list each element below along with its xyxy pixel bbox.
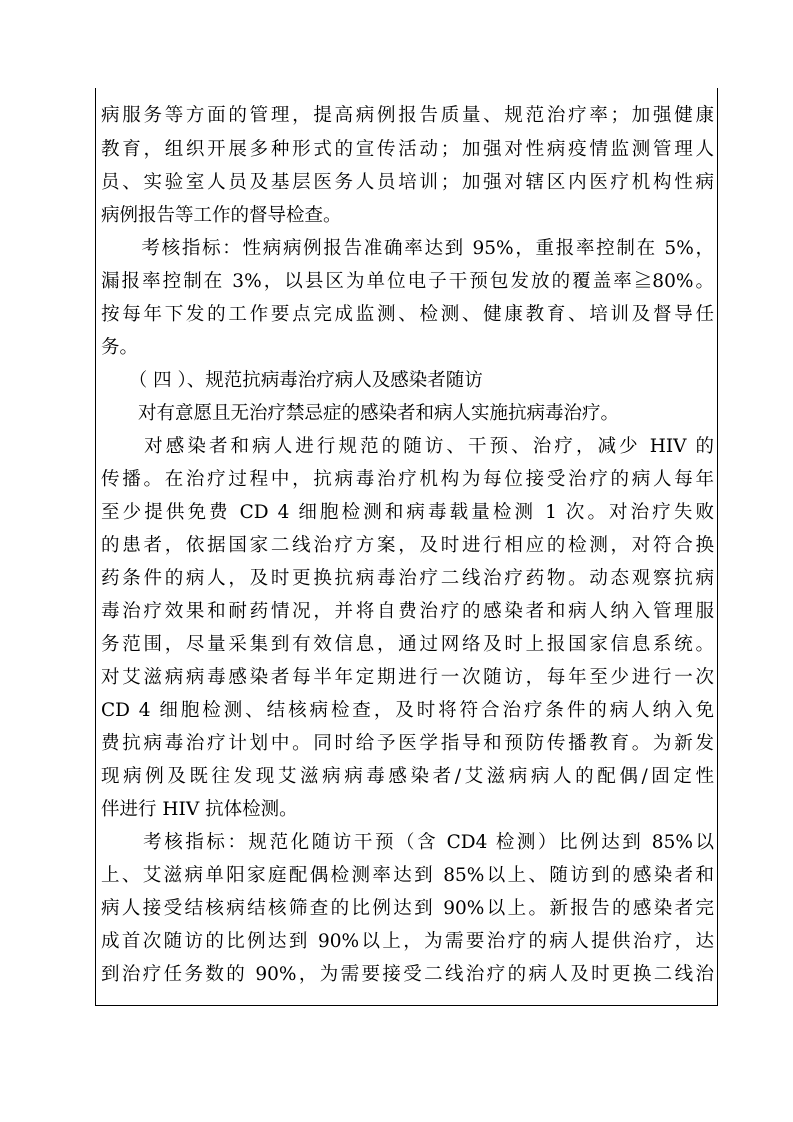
text-line: 对有意愿且无治疗禁忌症的感染者和病人实施抗病毒治疗。	[101, 403, 620, 424]
text-line: 漏报率控制在 3%，以县区为单位电子干预包发放的覆盖率≧80%。	[101, 271, 714, 292]
text-line: 按每年下发的工作要点完成监测、检测、健康教育、培训及督导任	[101, 304, 714, 325]
text-line: 到治疗任务数的 90%，为需要接受二线治疗的病人及时更换二线治	[101, 964, 714, 985]
text-line: 考核指标：规范化随访干预（含 CD4 检测）比例达到 85%以	[101, 832, 714, 853]
text-line: 务范围，尽量采集到有效信息，通过网络及时上报国家信息系统。	[101, 634, 714, 655]
text-line: 传播。在治疗过程中，抗病毒治疗机构为每位接受治疗的病人每年	[101, 469, 714, 490]
text-line: 药条件的病人，及时更换抗病毒治疗二线治疗药物。动态观察抗病	[101, 568, 714, 589]
text-line: 伴进行 HIV 抗体检测。	[101, 799, 298, 820]
text-line: 对艾滋病病毒感染者每半年定期进行一次随访，每年至少进行一次	[101, 667, 714, 688]
text-line: 考核指标：性病病例报告准确率达到 95%，重报率控制在 5%，	[101, 238, 714, 259]
text-line: 的患者，依据国家二线治疗方案，及时进行相应的检测，对符合换	[101, 535, 714, 556]
text-line: 教育，组织开展多种形式的宣传活动；加强对性病疫情监测管理人	[101, 139, 714, 160]
text-line: 病服务等方面的管理，提高病例报告质量、规范治疗率；加强健康	[101, 105, 714, 126]
text-line: 费抗病毒治疗计划中。同时给予医学指导和预防传播教育。为新发	[101, 733, 714, 754]
text-line: 对感染者和病人进行规范的随访、干预、治疗，减少 HIV 的	[101, 436, 714, 457]
text-line: 病例报告等工作的督导检查。	[101, 205, 342, 226]
text-line: 成首次随访的比例达到 90%以上，为需要治疗的病人提供治疗，达	[101, 931, 714, 952]
text-line: 病人接受结核病结核筛查的比例达到 90%以上。新报告的感染者完	[101, 898, 714, 919]
text-line: 毒治疗效果和耐药情况，并将自费治疗的感染者和病人纳入管理服	[101, 601, 714, 622]
text-line: 至少提供免费 CD 4 细胞检测和病毒载量检测 1 次。对治疗失败	[101, 502, 714, 523]
text-line: CD 4 细胞检测、结核病检查，及时将符合治疗条件的病人纳入免	[101, 700, 714, 721]
text-line: 务。	[101, 337, 139, 358]
text-line: 现病例及既往发现艾滋病病毒感染者/艾滋病病人的配偶/固定性	[101, 766, 714, 787]
text-line: 员、实验室人员及基层医务人员培训；加强对辖区内医疗机构性病	[101, 172, 714, 193]
section-heading: （ 四 ）、规范抗病毒治疗病人及感染者随访	[101, 370, 483, 391]
text-line: 上、艾滋病单阳家庭配偶检测率达到 85%以上、随访到的感染者和	[101, 865, 714, 886]
